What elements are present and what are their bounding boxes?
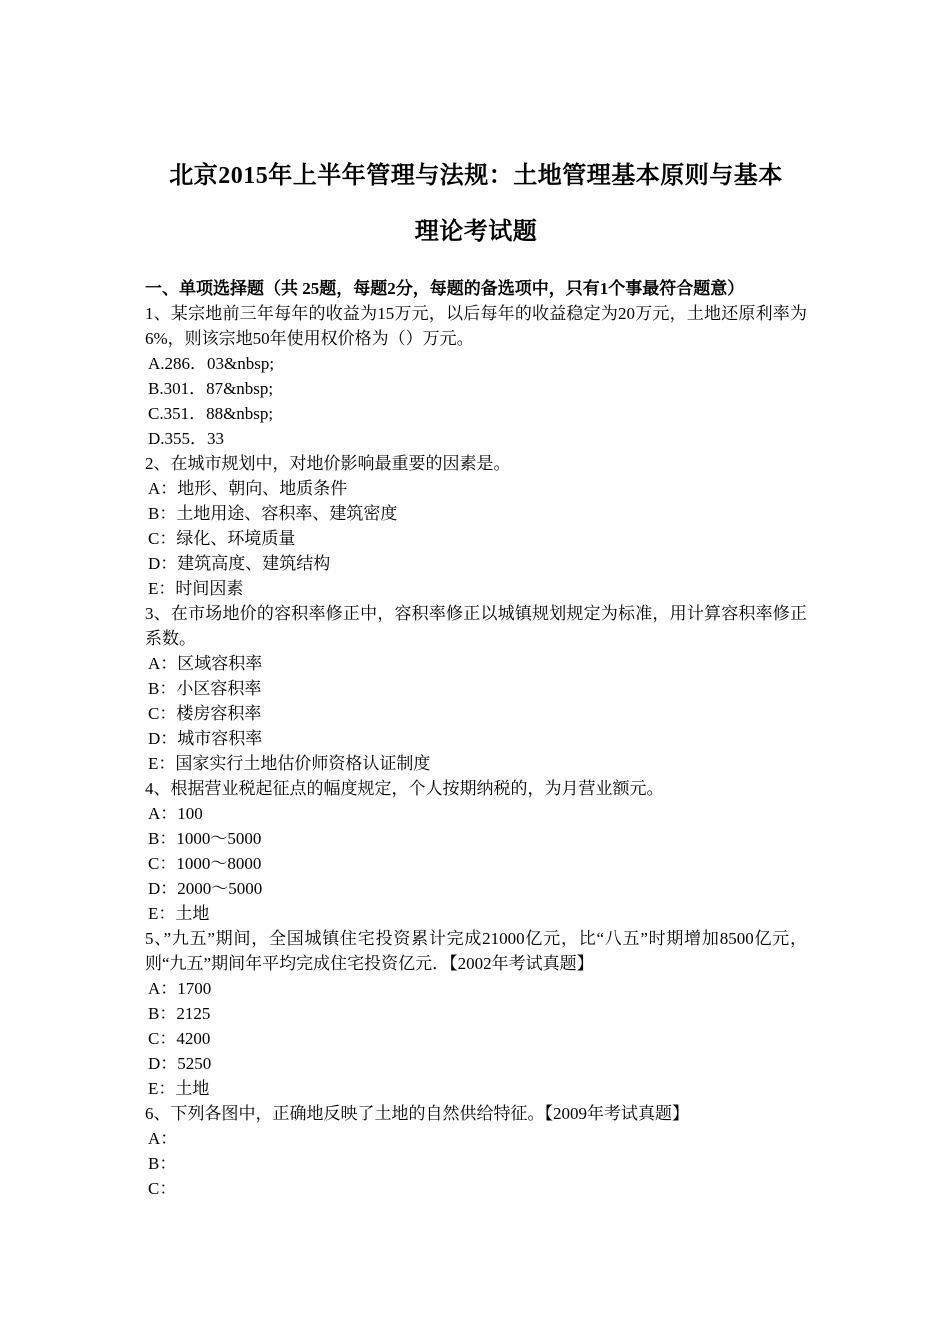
question-1-option-d: D.355．33 <box>148 429 225 448</box>
question-3-option-b: B：小区容积率 <box>148 679 262 698</box>
question-4-option-b: B：1000～5000 <box>148 829 262 848</box>
question-4-option-c: C：1000～8000 <box>148 854 262 873</box>
question-6-option-a: A： <box>148 1129 178 1148</box>
question-5-option-e: E：土地 <box>148 1079 210 1098</box>
question-4-option-e: E：土地 <box>148 904 210 923</box>
document-title-line-2: 理论考试题 <box>414 219 538 245</box>
question-2-option-d: D：建筑高度、建筑结构 <box>148 554 331 573</box>
question-6-option-c: C： <box>148 1179 177 1198</box>
question-2-option-b: B：土地用途、容积率、建筑密度 <box>148 504 398 523</box>
question-2-text: 2、在城市规划中，对地价影响最重要的因素是。 <box>145 454 511 473</box>
question-4-option-a: A：100 <box>148 804 203 823</box>
question-5-option-d: D：5250 <box>148 1054 212 1073</box>
question-6-option-b: B： <box>148 1154 177 1173</box>
question-3-text: 3、在市场地价的容积率修正中，容积率修正以城镇规划规定为标准，用计算容积率修正系数。 <box>145 604 807 648</box>
question-1-text: 1、某宗地前三年每年的收益为15万元，以后每年的收益稳定为20万元，土地还原利率为6%，则该宗地50年使用权价格为（）万元。 <box>145 304 807 348</box>
question-3-option-e: E：国家实行土地估价师资格认证制度 <box>148 754 431 773</box>
question-5-option-c: C：4200 <box>148 1029 211 1048</box>
question-3-option-c: C：楼房容积率 <box>148 704 262 723</box>
question-5-option-a: A：1700 <box>148 979 212 998</box>
question-2-option-c: C：绿化、环境质量 <box>148 529 296 548</box>
question-4-option-d: D：2000～5000 <box>148 879 263 898</box>
question-3-option-d: D：城市容积率 <box>148 729 263 748</box>
question-5-text: 5、”九五”期间，全国城镇住宅投资累计完成21000亿元，比“八五”时期增加8500亿元，则“九五”期间年平均完成住宅投资亿元．【2002年考试真题】 <box>145 929 807 973</box>
document-title-line-1: 北京2015年上半年管理与法规：土地管理基本原则与基本 <box>169 163 783 189</box>
question-2-option-e: E：时间因素 <box>148 579 244 598</box>
question-1-option-a: A.286．03&nbsp; <box>148 354 275 373</box>
question-1-option-c: C.351．88&nbsp; <box>148 404 274 423</box>
document-page <box>145 148 807 1201</box>
question-2-option-a: A：地形、朝向、地质条件 <box>148 479 348 498</box>
question-1-option-b: B.301．87&nbsp; <box>148 379 274 398</box>
question-5-option-b: B：2125 <box>148 1004 211 1023</box>
question-6-text: 6、下列各图中，正确地反映了土地的自然供给特征。【2009年考试真题】 <box>145 1104 689 1123</box>
section-heading: 一、单项选择题（共 25题，每题2分，每题的备选项中，只有1个事最符合题意） <box>145 279 745 298</box>
question-4-text: 4、根据营业税起征点的幅度规定，个人按期纳税的，为月营业额元。 <box>145 779 664 798</box>
question-3-option-a: A：区域容积率 <box>148 654 263 673</box>
